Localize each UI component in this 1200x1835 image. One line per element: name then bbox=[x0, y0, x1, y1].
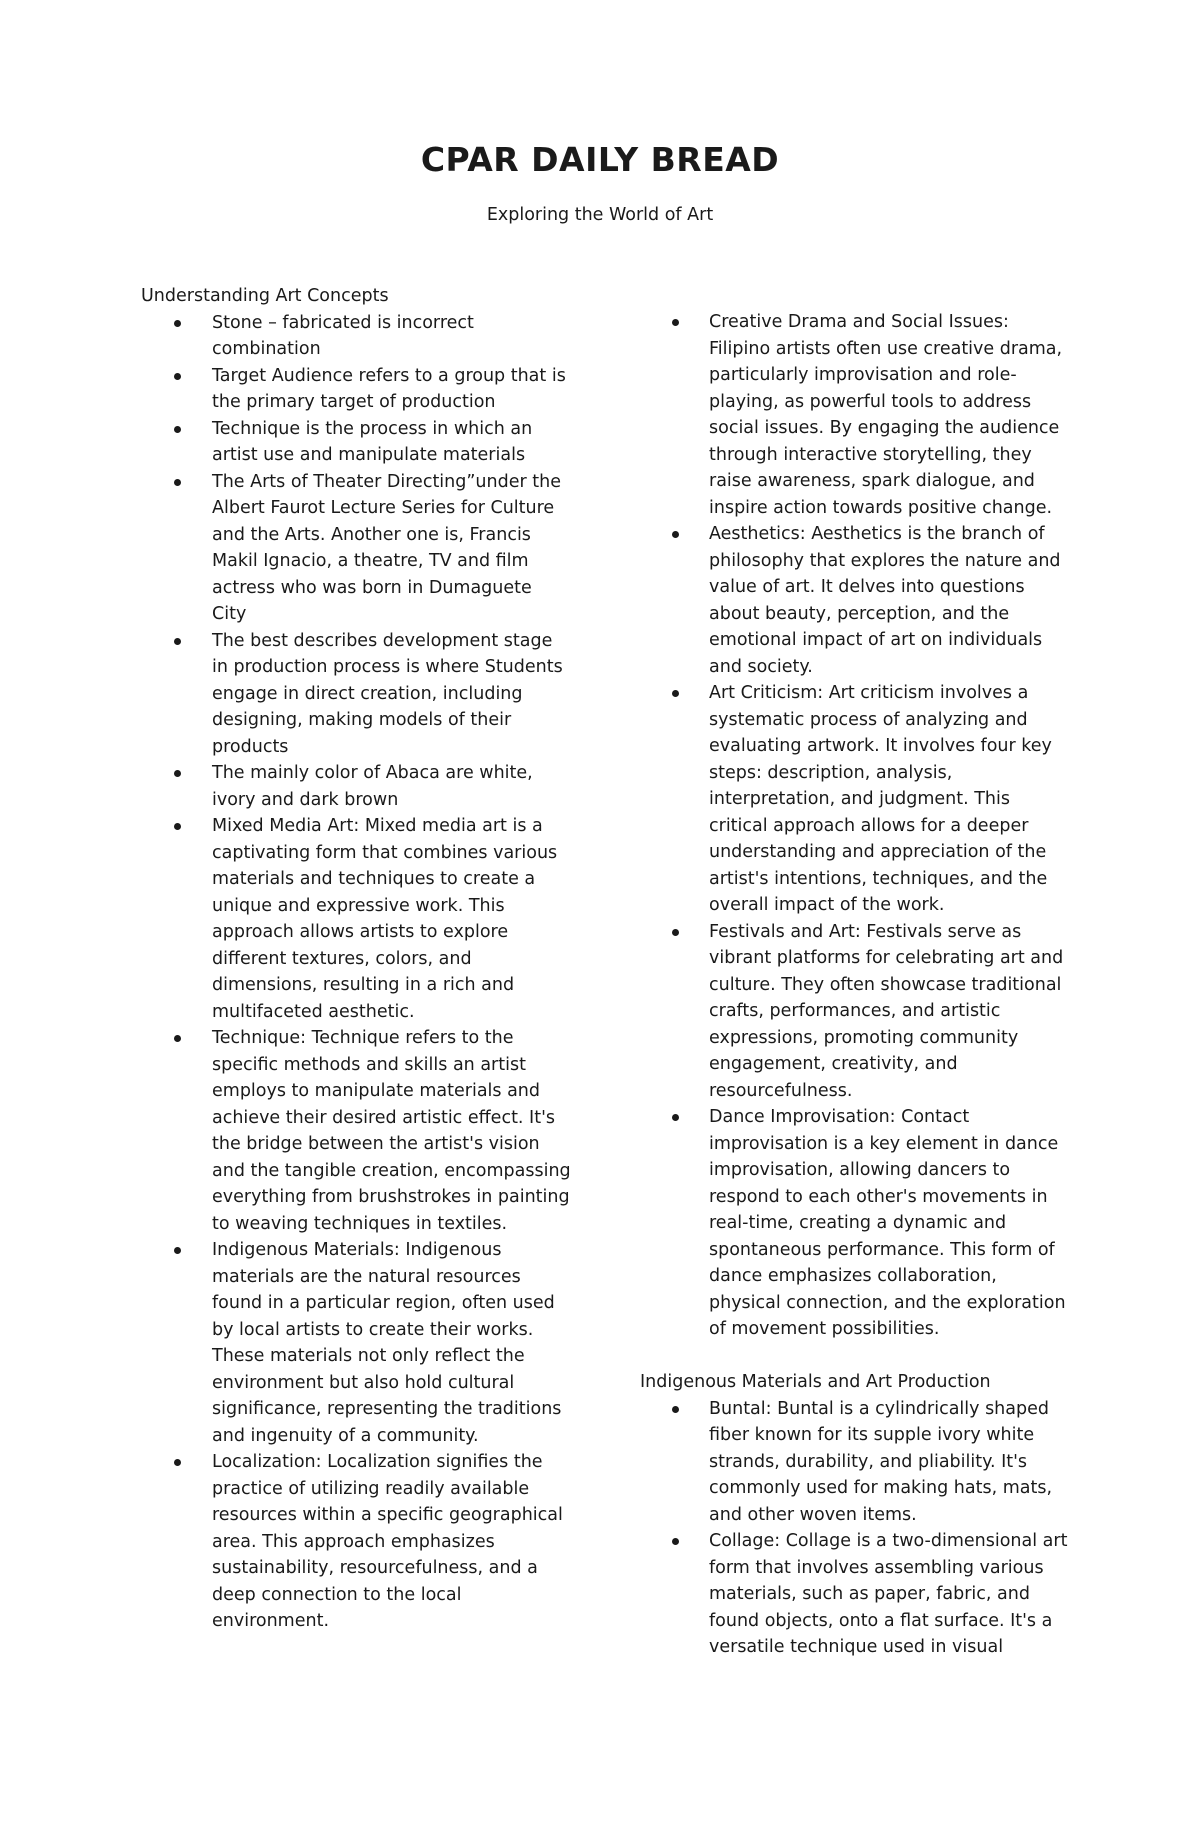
bullet-icon bbox=[174, 426, 181, 433]
right-column bbox=[640, 309, 1070, 1661]
section-spacer bbox=[640, 1343, 1070, 1370]
bullet-icon bbox=[174, 373, 181, 380]
list-item-text: The Arts of Theater Directing”under the Albert Faurot Lecture Series for Culture and the Arts. Another one is, Francis Makil Ignacio, a theatre, TV and film actress who was born in Dumaguete City bbox=[212, 471, 561, 624]
list-item bbox=[141, 1025, 571, 1237]
list-item bbox=[141, 1237, 571, 1449]
list-item-text: Target Audience refers to a group that is the primary target of production bbox=[212, 365, 566, 412]
bullet-icon bbox=[174, 479, 181, 486]
bullet-icon bbox=[672, 929, 679, 936]
list-item bbox=[141, 628, 571, 761]
bullet-icon bbox=[672, 690, 679, 697]
list-item-text: Dance Improvisation: Contact improvisation is a key element in dance improvisation, allowing dancers to respond to each other's movements in real-time, creating a dynamic and spontaneous performance. This form of dance emphasizes collaboration, physical connection, and the exploration of movement possibilities. bbox=[709, 1107, 1066, 1339]
list-item bbox=[640, 1528, 1070, 1661]
list-item-text: Art Criticism: Art criticism involves a systematic process of analyzing and evaluating artwork. It involves four key steps: description, analysis, interpretation, and judgment. This critical approach allows for a deeper understanding and appreciation of the artist's intentions, techniques, and the overall impact of the work. bbox=[709, 683, 1052, 915]
bullet-icon bbox=[672, 319, 679, 326]
art-concepts-list bbox=[141, 310, 571, 1635]
bullet-icon bbox=[174, 1247, 181, 1254]
list-item-text: Aesthetics: Aesthetics is the branch of philosophy that explores the nature and value of art. It delves into questions about beauty, perception, and the emotional impact of art on individuals and society. bbox=[709, 524, 1061, 677]
list-item-text: Stone – fabricated is incorrect combination bbox=[212, 312, 474, 359]
list-item bbox=[640, 309, 1070, 521]
document-title: CPAR DAILY BREAD bbox=[420, 140, 780, 179]
bullet-icon bbox=[672, 1114, 679, 1121]
left-column bbox=[141, 283, 571, 1635]
list-item bbox=[640, 1104, 1070, 1343]
list-item-text: Indigenous Materials: Indigenous materials are the natural resources found in a particular region, often used by local artists to create their works. These materials not only reflect the environment but also hold cultural significance, representing the traditions and ingenuity of a community. bbox=[212, 1240, 562, 1446]
list-item bbox=[141, 363, 571, 416]
list-item-text: Festivals and Art: Festivals serve as vibrant platforms for celebrating art and culture. They often showcase traditional crafts, performances, and artistic expressions, promoting community engagement, creativity, and resourcefulness. bbox=[709, 921, 1064, 1101]
bullet-icon bbox=[174, 1459, 181, 1466]
list-item-text: The best describes development stage in production process is where Students engage in direct creation, including designing, making models of their products bbox=[212, 630, 563, 757]
list-item-text: Collage: Collage is a two-dimensional art form that involves assembling various materials, such as paper, fabric, and found objects, onto a flat surface. It's a versatile technique used in visual bbox=[709, 1531, 1068, 1657]
bullet-icon bbox=[174, 770, 181, 777]
art-topics-list bbox=[640, 309, 1070, 1343]
list-item bbox=[640, 919, 1070, 1105]
list-item bbox=[141, 469, 571, 628]
list-item-text: Localization: Localization signifies the practice of utilizing readily available resources within a specific geographical area. This approach emphasizes sustainability, resourcefulness, and a deep connection to the local environment. bbox=[212, 1452, 563, 1631]
list-item bbox=[640, 521, 1070, 680]
list-item-text: Buntal: Buntal is a cylindrically shaped fiber known for its supple ivory white strands, durability, and pliability. It's commonly used for making hats, mats, and other woven items. bbox=[709, 1398, 1053, 1525]
list-item bbox=[141, 813, 571, 1025]
list-item bbox=[141, 1449, 571, 1635]
list-item-text: Mixed Media Art: Mixed media art is a captivating form that combines various materials and techniques to create a unique and expressive work. This approach allows artists to explore different textures, colors, and dimensions, resulting in a rich and multifaceted aesthetic. bbox=[212, 816, 558, 1022]
list-item-text: Technique is the process in which an artist use and manipulate materials bbox=[212, 418, 533, 465]
indigenous-materials-list bbox=[640, 1396, 1070, 1661]
bullet-icon bbox=[174, 1035, 181, 1042]
list-item bbox=[141, 416, 571, 469]
list-item bbox=[141, 310, 571, 363]
bullet-icon bbox=[174, 638, 181, 645]
list-item-text: Technique: Technique refers to the specific methods and skills an artist employs to manipulate materials and achieve their desired artistic effect. It's the bridge between the artist's vision and the tangible creation, encompassing everything from brushstrokes in painting to weaving techniques in textiles. bbox=[212, 1028, 571, 1234]
section-heading-art-concepts: Understanding Art Concepts bbox=[141, 286, 389, 306]
section-heading-indigenous-materials: Indigenous Materials and Art Production bbox=[640, 1372, 991, 1392]
list-item bbox=[640, 680, 1070, 919]
document-subtitle: Exploring the World of Art bbox=[486, 205, 714, 225]
list-item-text: The mainly color of Abaca are white, ivory and dark brown bbox=[212, 763, 533, 810]
list-item bbox=[640, 1396, 1070, 1529]
bullet-icon bbox=[672, 1406, 679, 1413]
bullet-icon bbox=[672, 531, 679, 538]
list-item bbox=[141, 760, 571, 813]
list-item-text: Creative Drama and Social Issues: Filipino artists often use creative drama, particularly improvisation and role-playing, as powerful tools to address social issues. By engaging the audience through interactive storytelling, they raise awareness, spark dialogue, and inspire action towards positive change. bbox=[709, 312, 1063, 518]
bullet-icon bbox=[174, 320, 181, 327]
bullet-icon bbox=[174, 823, 181, 830]
bullet-icon bbox=[672, 1538, 679, 1545]
